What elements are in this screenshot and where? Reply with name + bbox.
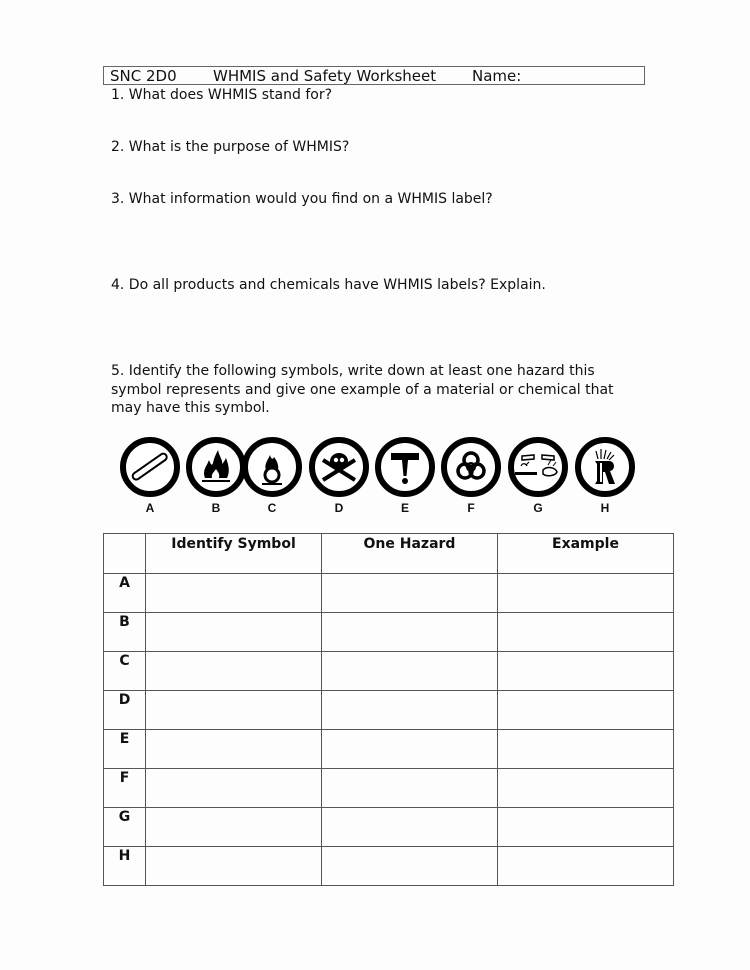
hazard-cell[interactable] <box>322 730 498 769</box>
symbol-letter-c: C <box>267 501 277 515</box>
corrosive-icon <box>507 436 569 498</box>
question-1: 1. What does WHMIS stand for? <box>111 87 333 103</box>
identify-cell[interactable] <box>146 769 322 808</box>
hazard-cell[interactable] <box>322 691 498 730</box>
hazard-cell[interactable] <box>322 574 498 613</box>
example-cell[interactable] <box>498 613 674 652</box>
poisonous-icon <box>308 436 370 498</box>
other-toxic-effects-icon <box>374 436 436 498</box>
example-cell[interactable] <box>498 691 674 730</box>
symbol-letter-d: D <box>334 501 344 515</box>
header-example: Example <box>498 534 674 574</box>
hazard-cell[interactable] <box>322 808 498 847</box>
question-5: 5. Identify the following symbols, write down at least one hazard this symbol represents and give one example of a material or chemical that may have this symbol. <box>111 363 614 416</box>
example-cell[interactable] <box>498 730 674 769</box>
row-label: D <box>104 691 146 730</box>
row-label: A <box>104 574 146 613</box>
example-cell[interactable] <box>498 652 674 691</box>
identify-cell[interactable] <box>146 691 322 730</box>
row-label: B <box>104 613 146 652</box>
example-cell[interactable] <box>498 847 674 886</box>
row-label: C <box>104 652 146 691</box>
biohazard-icon <box>440 436 502 498</box>
symbol-letter-g: G <box>533 501 543 515</box>
question-3: 3. What information would you find on a WHMIS label? <box>111 191 493 207</box>
oxidizing-icon <box>241 436 303 498</box>
table-row <box>104 808 674 847</box>
hazard-cell[interactable] <box>322 847 498 886</box>
worksheet-title: WHMIS and Safety Worksheet <box>213 67 437 85</box>
example-cell[interactable] <box>498 574 674 613</box>
table-row <box>104 730 674 769</box>
table-row <box>104 769 674 808</box>
header-blank <box>104 534 146 574</box>
symbol-letter-a: A <box>145 501 155 515</box>
table-row <box>104 691 674 730</box>
example-cell[interactable] <box>498 769 674 808</box>
course-code: SNC 2D0 <box>110 67 177 85</box>
flammable-icon <box>185 436 247 498</box>
table-row <box>104 613 674 652</box>
row-label: E <box>104 730 146 769</box>
symbols-answer-table <box>103 533 674 886</box>
dangerously-reactive-icon <box>574 436 636 498</box>
question-4: 4. Do all products and chemicals have WHMIS labels? Explain. <box>111 277 546 293</box>
identify-cell[interactable] <box>146 847 322 886</box>
example-cell[interactable] <box>498 808 674 847</box>
header-identify-symbol: Identify Symbol <box>146 534 322 574</box>
table-header-row <box>104 534 674 574</box>
question-2: 2. What is the purpose of WHMIS? <box>111 139 350 155</box>
table-row <box>104 574 674 613</box>
identify-cell[interactable] <box>146 574 322 613</box>
table-row <box>104 847 674 886</box>
symbol-letter-f: F <box>467 501 475 515</box>
row-label: H <box>104 847 146 886</box>
hazard-cell[interactable] <box>322 769 498 808</box>
header-one-hazard: One Hazard <box>322 534 498 574</box>
identify-cell[interactable] <box>146 613 322 652</box>
hazard-cell[interactable] <box>322 652 498 691</box>
symbol-letter-e: E <box>400 501 409 515</box>
row-label: F <box>104 769 146 808</box>
table-row <box>104 652 674 691</box>
symbol-letter-b: B <box>211 501 221 515</box>
row-label: G <box>104 808 146 847</box>
hazard-cell[interactable] <box>322 613 498 652</box>
symbol-letter-h: H <box>600 501 610 515</box>
identify-cell[interactable] <box>146 808 322 847</box>
compressed-gas-icon <box>119 436 181 498</box>
name-label: Name: <box>472 67 522 85</box>
identify-cell[interactable] <box>146 652 322 691</box>
identify-cell[interactable] <box>146 730 322 769</box>
